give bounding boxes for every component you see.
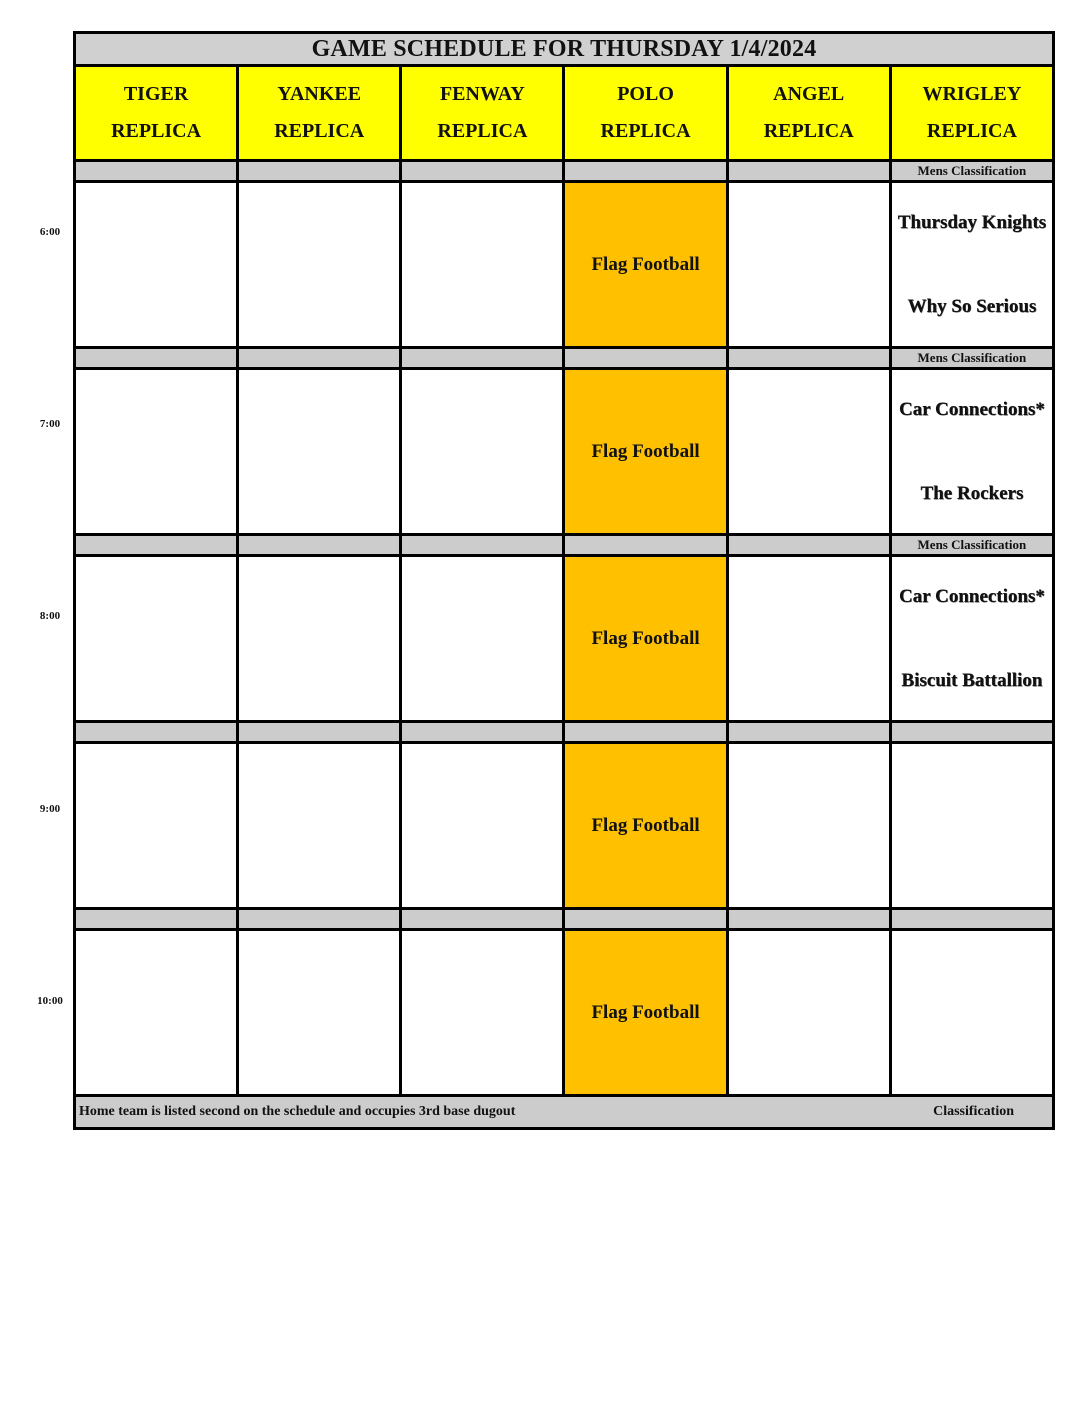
separator-cell bbox=[238, 348, 401, 369]
separator-cell bbox=[564, 348, 727, 369]
separator-cell bbox=[727, 909, 890, 930]
classification-label: Mens Classification bbox=[890, 161, 1053, 182]
separator-cell bbox=[564, 722, 727, 743]
field-name: FENWAY bbox=[439, 83, 525, 105]
slot-cell-fenway bbox=[401, 930, 564, 1096]
separator-row bbox=[75, 535, 1054, 556]
classification-label bbox=[890, 722, 1053, 743]
slot-cell-fenway bbox=[401, 556, 564, 722]
flag-football-cell: Flag Football bbox=[564, 743, 727, 909]
slot-cell-angel bbox=[727, 556, 890, 722]
slot-cell-tiger bbox=[75, 556, 238, 722]
slot-cell-tiger bbox=[75, 930, 238, 1096]
away-team: Thursday Knights bbox=[897, 211, 1047, 233]
separator-row bbox=[75, 348, 1054, 369]
field-header-angel bbox=[727, 66, 890, 161]
home-team: The Rockers bbox=[920, 482, 1024, 504]
slot-cell-fenway bbox=[401, 743, 564, 909]
slot-cell-tiger bbox=[75, 369, 238, 535]
separator-cell bbox=[238, 909, 401, 930]
flag-football-cell: Flag Football bbox=[564, 369, 727, 535]
separator-cell bbox=[401, 161, 564, 182]
field-header-row bbox=[75, 66, 1054, 161]
classification-label: Mens Classification bbox=[890, 535, 1053, 556]
slot-cell-wrigley bbox=[890, 743, 1053, 909]
separator-cell bbox=[75, 722, 238, 743]
time-slot-row bbox=[75, 369, 1054, 535]
field-sub: REPLICA bbox=[111, 120, 202, 142]
slot-cell-yankee bbox=[238, 182, 401, 348]
separator-row bbox=[75, 722, 1054, 743]
slot-cell-yankee bbox=[238, 556, 401, 722]
field-name: POLO bbox=[617, 83, 674, 105]
classification-label: Mens Classification bbox=[890, 348, 1053, 369]
separator-cell bbox=[727, 722, 890, 743]
slot-cell-angel bbox=[727, 743, 890, 909]
field-name: WRIGLEY bbox=[922, 83, 1022, 105]
flag-football-cell: Flag Football bbox=[564, 556, 727, 722]
footer-content bbox=[76, 1104, 1052, 1120]
field-header-polo bbox=[564, 66, 727, 161]
field-sub: REPLICA bbox=[274, 120, 365, 142]
away-team: Car Connections* bbox=[898, 585, 1045, 607]
title-row bbox=[75, 33, 1054, 66]
separator-row bbox=[75, 909, 1054, 930]
time-label-8: 8:00 bbox=[39, 610, 61, 622]
flag-football-cell: Flag Football bbox=[564, 930, 727, 1096]
time-label-6: 6:00 bbox=[39, 226, 61, 238]
slot-cell-angel bbox=[727, 369, 890, 535]
footer-classification: Classification bbox=[933, 1104, 1014, 1119]
slot-cell-wrigley bbox=[890, 182, 1053, 348]
schedule-table bbox=[73, 31, 1055, 1130]
time-label-10: 10:00 bbox=[37, 995, 63, 1007]
slot-cell-tiger bbox=[75, 182, 238, 348]
away-team: Car Connections* bbox=[898, 398, 1045, 420]
footer-cell bbox=[75, 1096, 1054, 1129]
separator-cell bbox=[75, 909, 238, 930]
time-slot-row bbox=[75, 930, 1054, 1096]
time-slot-row bbox=[75, 182, 1054, 348]
field-name: TIGER bbox=[123, 83, 189, 105]
time-label-7: 7:00 bbox=[39, 418, 61, 430]
footer-row bbox=[75, 1096, 1054, 1129]
slot-cell-angel bbox=[727, 930, 890, 1096]
separator-cell bbox=[564, 909, 727, 930]
separator-cell bbox=[564, 535, 727, 556]
separator-cell bbox=[727, 535, 890, 556]
separator-cell bbox=[75, 348, 238, 369]
time-label-9: 9:00 bbox=[39, 803, 61, 815]
field-sub: REPLICA bbox=[437, 120, 528, 142]
footer-note: Home team is listed second on the schedule and occupies 3rd base dugout bbox=[79, 1104, 516, 1119]
separator-cell bbox=[401, 909, 564, 930]
field-header-yankee bbox=[238, 66, 401, 161]
time-slot-row bbox=[75, 743, 1054, 909]
separator-cell bbox=[401, 722, 564, 743]
slot-cell-wrigley bbox=[890, 369, 1053, 535]
field-header-fenway bbox=[401, 66, 564, 161]
home-team: Biscuit Battallion bbox=[901, 669, 1043, 691]
slot-cell-angel bbox=[727, 182, 890, 348]
schedule-title: GAME SCHEDULE FOR THURSDAY 1/4/2024 bbox=[75, 33, 1054, 66]
home-team: Why So Serious bbox=[907, 295, 1037, 317]
separator-cell bbox=[238, 161, 401, 182]
slot-cell-yankee bbox=[238, 369, 401, 535]
slot-cell-yankee bbox=[238, 743, 401, 909]
field-sub: REPLICA bbox=[600, 120, 691, 142]
slot-cell-fenway bbox=[401, 369, 564, 535]
field-sub: REPLICA bbox=[763, 120, 854, 142]
field-name: YANKEE bbox=[277, 83, 362, 105]
separator-cell bbox=[564, 161, 727, 182]
separator-cell bbox=[727, 161, 890, 182]
separator-row bbox=[75, 161, 1054, 182]
separator-cell bbox=[238, 722, 401, 743]
classification-label bbox=[890, 909, 1053, 930]
field-name: ANGEL bbox=[773, 83, 845, 105]
slot-cell-yankee bbox=[238, 930, 401, 1096]
field-header-wrigley bbox=[890, 66, 1053, 161]
separator-cell bbox=[75, 535, 238, 556]
separator-cell bbox=[75, 161, 238, 182]
field-header-tiger bbox=[75, 66, 238, 161]
slot-cell-tiger bbox=[75, 743, 238, 909]
field-sub: REPLICA bbox=[926, 120, 1017, 142]
flag-football-cell: Flag Football bbox=[564, 182, 727, 348]
separator-cell bbox=[401, 348, 564, 369]
separator-cell bbox=[727, 348, 890, 369]
time-slot-row bbox=[75, 556, 1054, 722]
separator-cell bbox=[401, 535, 564, 556]
slot-cell-fenway bbox=[401, 182, 564, 348]
separator-cell bbox=[238, 535, 401, 556]
slot-cell-wrigley bbox=[890, 930, 1053, 1096]
slot-cell-wrigley bbox=[890, 556, 1053, 722]
